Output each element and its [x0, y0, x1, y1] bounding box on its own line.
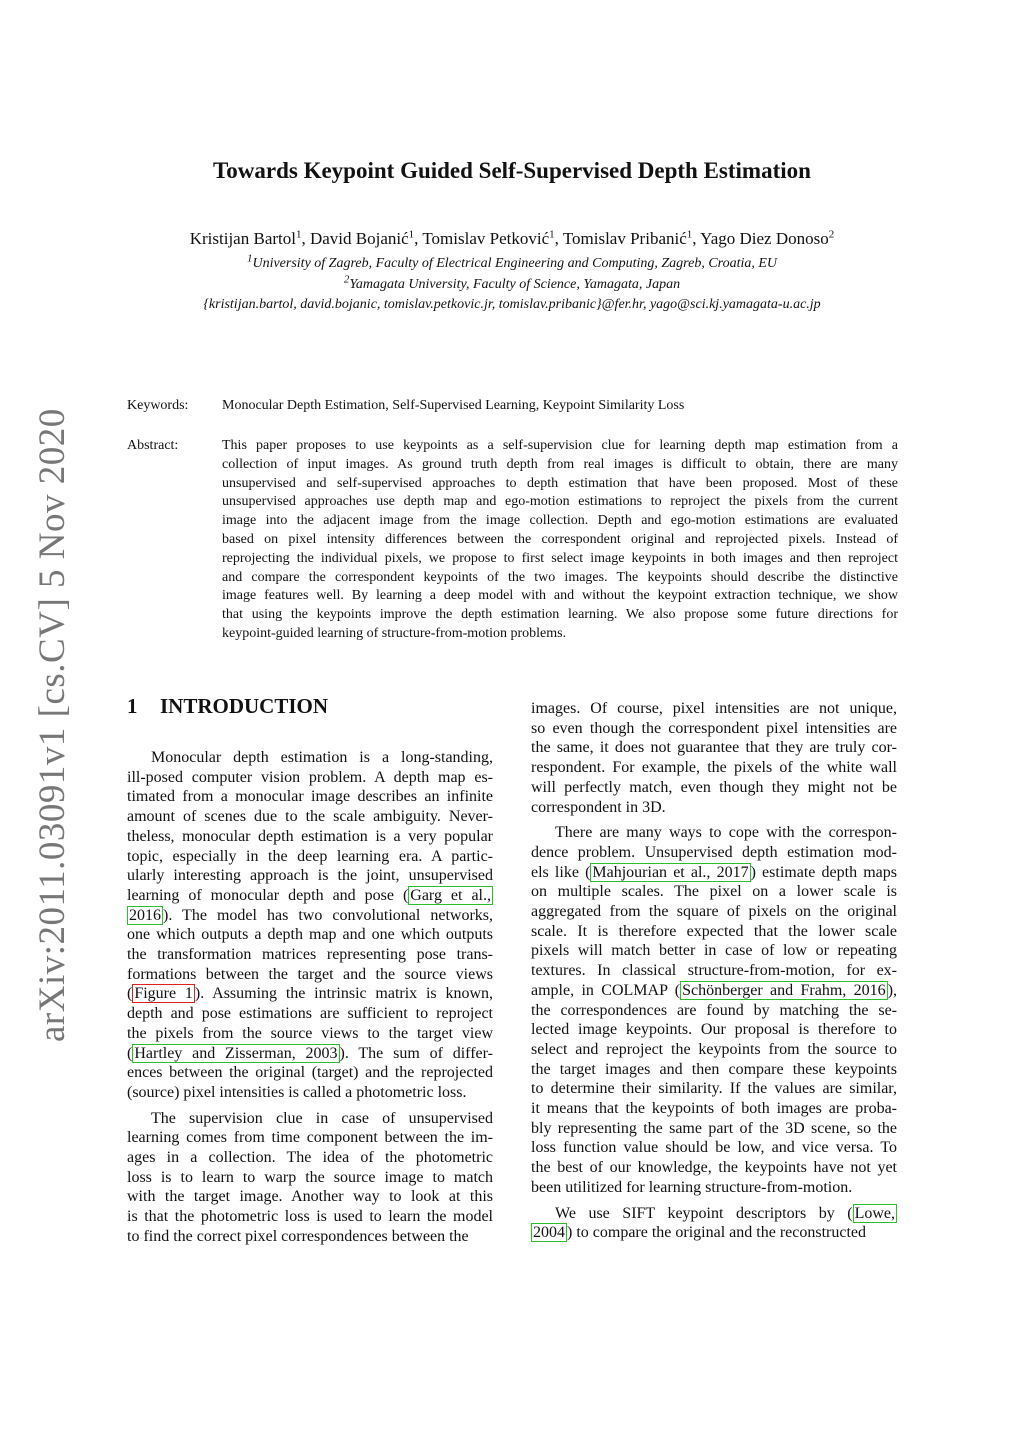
text-segment: correspondent in 3D.: [531, 798, 666, 816]
text-line: [531, 798, 897, 818]
text-segment: ),: [887, 981, 898, 999]
text-segment: the transformation matrices representing pose trans-: [127, 946, 493, 964]
text-line: [531, 941, 897, 961]
text-line: [531, 1178, 897, 1198]
text-segment: pixels will match better in case of low or repeating: [531, 942, 897, 960]
text-segment: ill-posed computer vision problem. A depth map es-: [127, 768, 493, 786]
abstract-line: that using the keypoints improve the depth estimation learning. We also propose some future directions for: [222, 607, 898, 623]
text-segment: amount of scenes due to the scale ambiguity. Never-: [127, 808, 493, 826]
text-line: [127, 787, 493, 807]
author-name: Yago Diez Donoso: [700, 229, 829, 248]
aff-text: University of Zagreb, Faculty of Electrical Engineering and Computing, Zagreb, Croatia, EU: [252, 256, 778, 271]
text-segment: ages in a collection. The idea of the photometric: [127, 1149, 493, 1167]
author-name: David Bojanić: [309, 229, 409, 248]
citation-link[interactable]: Lowe,: [854, 1204, 895, 1222]
text-segment: on multiple scales. The pixel on a lower scale is: [531, 883, 897, 901]
text-line: [127, 1063, 493, 1083]
text-segment: (: [127, 985, 133, 1003]
keywords-label: Keywords:: [127, 398, 189, 413]
affiliation-2: [0, 273, 1024, 293]
text-segment: dence problem. Unsupervised depth estimation mod-: [531, 843, 897, 861]
affiliation-1: [0, 252, 1024, 272]
text-segment: theless, monocular depth estimation is a very popular: [127, 827, 493, 845]
text-segment: with the target image. Another way to look at this: [127, 1188, 493, 1206]
text-segment: lected image keypoints. Our proposal is therefore to: [531, 1021, 897, 1039]
text-segment: textures. In classical structure-from-motion, for ex-: [531, 962, 897, 980]
text-line: [127, 1168, 493, 1188]
text-line: [127, 1187, 493, 1207]
author-affiliation-mark: 1: [408, 228, 415, 241]
citation-link[interactable]: 2016: [129, 906, 161, 924]
text-line: [127, 1024, 493, 1044]
text-line: [531, 758, 897, 778]
text-segment: to determine their similarity. If the values are similar,: [531, 1080, 897, 1098]
text-line: [531, 699, 897, 719]
text-segment: ) estimate depth maps: [750, 863, 897, 881]
author-separator: ,: [692, 229, 701, 248]
text-line: [127, 1004, 493, 1024]
author-affiliation-mark: 1: [686, 228, 693, 241]
text-line: [531, 981, 897, 1001]
citation-link[interactable]: Mahjourian et al., 2017: [592, 863, 749, 881]
section-heading: [127, 694, 328, 719]
text-segment: aggregated from the square of pixels on the original: [531, 903, 897, 921]
text-segment: ) to compare the original and the reconstructed: [567, 1224, 866, 1242]
text-line: [531, 778, 897, 798]
text-segment: the same, it does not guarantee that they are truly cor-: [531, 739, 897, 757]
aff-number: 2: [343, 273, 350, 286]
abstract-line: This paper proposes to use keypoints as a self-supervision clue for learning depth map estimation from a: [222, 438, 898, 453]
abstract-line: unsupervised and self-supervised approaches to depth estimation that have been proposed. Most of these: [222, 475, 898, 491]
text-segment: is that the photometric loss is used to learn the model: [127, 1208, 493, 1226]
text-line: [531, 719, 897, 739]
text-segment: timated from a monocular image describes an infinite: [127, 788, 493, 806]
author-emails: {kristijan.bartol, david.bojanic, tomislav.petkovic.jr, tomislav.pribanic}@fer.hr, yago@sci.kj.yamagata-u.ac.jp: [203, 297, 821, 312]
text-segment: will perfectly match, even though they might not be: [531, 778, 897, 796]
text-line: [531, 1040, 897, 1060]
text-line: [531, 902, 897, 922]
figure-link[interactable]: Figure 1: [134, 985, 193, 1003]
text-segment: (source) pixel intensities is called a photometric loss.: [127, 1083, 467, 1101]
text-line: [127, 847, 493, 867]
abstract-line: unsupervised approaches use depth map and ego-motion estimations to reproject the pixels from the current: [222, 494, 898, 510]
text-segment: bly representing the same part of the 3D scene, so the: [531, 1119, 897, 1137]
text-line: [531, 1099, 897, 1119]
text-line: [127, 1148, 493, 1168]
text-line: [127, 1207, 493, 1227]
text-segment: select and reproject the keypoints from the source to: [531, 1040, 897, 1058]
text-segment: so even though the correspondent pixel intensities are: [531, 719, 897, 737]
abstract-line: and compare the correspondent keypoints of the two images. The keypoints should describe the distinctive: [222, 569, 898, 585]
arxiv-identifier: arXiv:2011.03091v1 [cs.CV] 5 Nov 2020: [32, 408, 73, 1042]
text-segment: learning comes from time component between the im-: [127, 1129, 493, 1147]
text-line: [531, 1223, 897, 1243]
text-line: [531, 1158, 897, 1178]
text-segment: ularly interesting approach is the joint, unsupervised: [127, 867, 493, 885]
text-line: [531, 823, 897, 843]
text-line: [127, 1083, 493, 1103]
text-segment: loss is to learn to warp the source image to match: [127, 1168, 493, 1186]
author-separator: ,: [554, 229, 563, 248]
text-segment: ample, in COLMAP (: [531, 981, 681, 999]
abstract-line: image features well. By learning a deep model with and without the keypoint extraction technique, we show: [222, 588, 898, 604]
text-line: [127, 768, 493, 788]
text-segment: one which outputs a depth map and one which outputs: [127, 926, 493, 944]
text-line: [127, 1109, 493, 1129]
body-column-right: [531, 699, 897, 1243]
text-line: [127, 866, 493, 886]
text-segment: the best of our knowledge, the keypoints have not yet: [531, 1159, 897, 1177]
text-line: [127, 807, 493, 827]
text-line: [127, 886, 493, 906]
body-column-left: [127, 748, 493, 1247]
text-line: [127, 827, 493, 847]
text-line: [127, 965, 493, 985]
author-separator: ,: [414, 229, 423, 248]
text-segment: We use SIFT keypoint descriptors by (: [555, 1204, 853, 1222]
text-line: [531, 1060, 897, 1080]
text-line: [127, 1044, 493, 1064]
author-affiliation-mark: 2: [828, 228, 835, 241]
abstract-label: Abstract:: [127, 438, 179, 453]
text-segment: loss function value should be low, and vice versa. To: [531, 1139, 897, 1157]
author-affiliation-mark: 1: [295, 228, 302, 241]
text-segment: the pixels from the source views to the target view: [127, 1024, 493, 1042]
section-title: INTRODUCTION: [160, 694, 329, 718]
abstract-body: [222, 437, 898, 644]
abstract-line: reprojecting the individual pixels, we propose to first select image keypoints in both images and then reproject: [222, 550, 898, 566]
citation-link[interactable]: Schönberger and Frahm, 2016: [682, 981, 886, 999]
text-segment: ences between the original (target) and the reprojected: [127, 1064, 493, 1082]
abstract-line: based on pixel intensity differences between the correspondent original and reprojected pixels. Instead of: [222, 531, 898, 547]
text-segment: to find the correct pixel correspondences between the: [127, 1227, 469, 1245]
text-line: [127, 1128, 493, 1148]
text-segment: the correspondences are found by matching the se-: [531, 1001, 897, 1019]
text-segment: Monocular depth estimation is a long-standing,: [151, 749, 493, 766]
text-segment: been utilitized for learning structure-from-motion.: [531, 1178, 853, 1196]
text-line: [531, 961, 897, 981]
text-line: [531, 843, 897, 863]
abstract-line: collection of input images. As ground truth depth from real images is difficult to obtain, there are many: [222, 456, 898, 472]
text-segment: the target images and then compare these keypoints: [531, 1060, 897, 1078]
author-name: Tomislav Petković: [422, 229, 550, 248]
author-list: [0, 229, 1024, 249]
author-affiliation-mark: 1: [549, 228, 555, 241]
text-line: [531, 1001, 897, 1021]
text-line: [531, 1079, 897, 1099]
text-segment: depth and pose estimations are sufficient to reproject: [127, 1005, 493, 1023]
author-separator: ,: [301, 229, 310, 248]
text-line: [127, 906, 493, 926]
text-segment: (: [127, 1044, 133, 1062]
text-line: [531, 1204, 897, 1224]
author-name: Tomislav Pribanić: [562, 229, 687, 248]
text-segment: scale. It is therefore expected that the lower scale: [531, 922, 897, 940]
text-segment: els like (: [531, 863, 591, 881]
citation-link[interactable]: Garg et al.,: [410, 886, 491, 904]
text-line: [127, 925, 493, 945]
section-number: 1: [127, 694, 138, 718]
text-line: [127, 748, 493, 768]
text-line: [531, 1020, 897, 1040]
text-segment: ). Assuming the intrinsic matrix is known,: [194, 985, 493, 1003]
abstract-line: keypoint-guided learning of structure-from-motion problems.: [222, 625, 567, 641]
author-name: Kristijan Bartol: [189, 229, 296, 248]
paper-title: Towards Keypoint Guided Self-Supervised Depth Estimation: [213, 158, 811, 183]
keywords-text: Monocular Depth Estimation, Self-Supervised Learning, Keypoint Similarity Loss: [222, 398, 685, 413]
text-segment: respondent. For example, the pixels of the white wall: [531, 759, 897, 777]
text-segment: ). The model has two convolutional networks,: [163, 906, 493, 924]
text-line: [127, 984, 493, 1004]
text-line: [531, 738, 897, 758]
text-line: [531, 1138, 897, 1158]
citation-link[interactable]: 2004: [533, 1224, 565, 1242]
text-line: [531, 1119, 897, 1139]
text-line: [531, 863, 897, 883]
text-line: [531, 922, 897, 942]
text-segment: images. Of course, pixel intensities are not unique,: [531, 700, 897, 717]
text-segment: ). The sum of differ-: [339, 1044, 493, 1062]
text-line: [531, 882, 897, 902]
citation-link[interactable]: Hartley and Zisserman, 2003: [134, 1044, 338, 1062]
text-segment: There are many ways to cope with the correspon-: [555, 824, 897, 842]
text-segment: topic, especially in the deep learning era. A partic-: [127, 847, 493, 865]
text-segment: formations between the target and the source views: [127, 965, 493, 983]
abstract-line: image into the adjacent image from the image collection. Depth and ego-motion estimations are evaluated: [222, 513, 898, 529]
text-segment: The supervision clue in case of unsupervised: [151, 1109, 493, 1127]
text-line: [127, 1227, 493, 1247]
text-line: [127, 945, 493, 965]
aff-text: Yamagata University, Faculty of Science, Yamagata, Japan: [349, 277, 681, 292]
text-segment: learning of monocular depth and pose (: [127, 886, 409, 904]
text-segment: it means that the keypoints of both images are proba-: [531, 1100, 897, 1118]
aff-number: 1: [246, 252, 253, 265]
